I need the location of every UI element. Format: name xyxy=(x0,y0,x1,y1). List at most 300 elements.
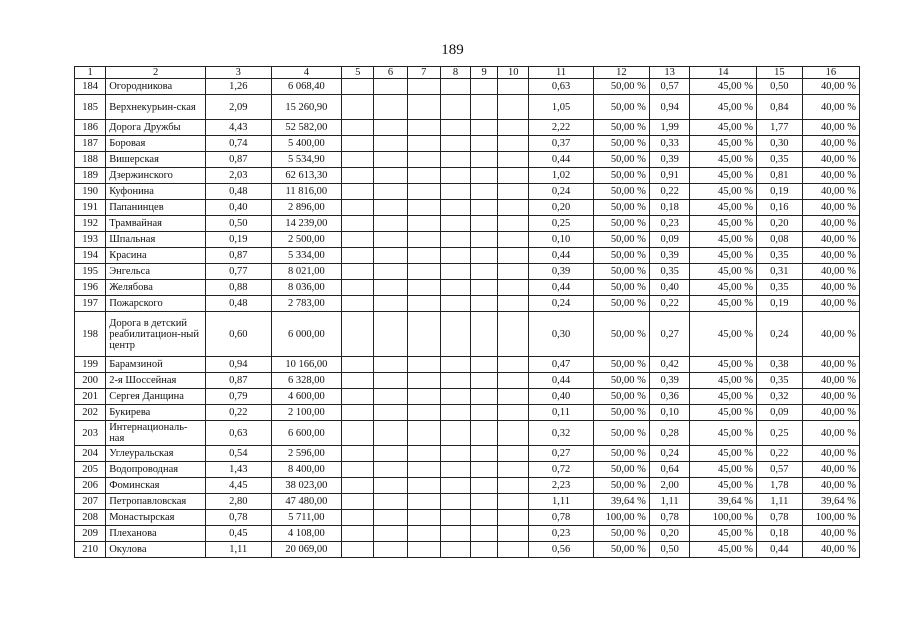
table-cell xyxy=(342,405,374,421)
table-cell xyxy=(471,462,498,478)
table-cell: 0,27 xyxy=(529,446,593,462)
table-cell: 0,87 xyxy=(206,373,272,389)
table-cell: 0,37 xyxy=(529,136,593,152)
table-cell xyxy=(342,542,374,558)
table-cell: 0,40 xyxy=(529,389,593,405)
table-cell: 1,26 xyxy=(206,79,272,95)
table-cell: 50,00 % xyxy=(593,95,649,120)
table-cell xyxy=(440,542,470,558)
table-cell: 0,27 xyxy=(649,312,690,357)
table-cell xyxy=(374,184,407,200)
table-cell: 10 166,00 xyxy=(271,357,342,373)
table-cell xyxy=(440,168,470,184)
street-name-cell: Дорога в детский реабилитацион-ный центр xyxy=(106,312,206,357)
header-cell: 13 xyxy=(649,67,690,79)
table-cell: 40,00 % xyxy=(802,232,859,248)
table-cell xyxy=(342,312,374,357)
table-cell: 0,84 xyxy=(756,95,802,120)
table-cell: 45,00 % xyxy=(690,248,757,264)
table-cell: 50,00 % xyxy=(593,232,649,248)
table-cell: 202 xyxy=(75,405,106,421)
header-cell: 6 xyxy=(374,67,407,79)
table-cell: 0,11 xyxy=(529,405,593,421)
table-row xyxy=(75,312,860,357)
table-cell xyxy=(498,389,529,405)
table-cell: 50,00 % xyxy=(593,136,649,152)
table-cell xyxy=(440,494,470,510)
table-row xyxy=(75,264,860,280)
table-cell xyxy=(374,421,407,446)
table-row xyxy=(75,248,860,264)
table-cell: 0,19 xyxy=(756,184,802,200)
table-cell: 0,19 xyxy=(756,296,802,312)
table-cell xyxy=(407,120,440,136)
table-cell: 0,47 xyxy=(529,357,593,373)
table-cell: 20 069,00 xyxy=(271,542,342,558)
table-cell: 45,00 % xyxy=(690,79,757,95)
table-cell: 0,38 xyxy=(756,357,802,373)
table-cell: 0,32 xyxy=(529,421,593,446)
table-cell xyxy=(440,120,470,136)
table-row xyxy=(75,79,860,95)
table-cell: 40,00 % xyxy=(802,478,859,494)
table-cell xyxy=(498,232,529,248)
table-cell xyxy=(342,95,374,120)
table-cell xyxy=(440,264,470,280)
table-cell: 45,00 % xyxy=(690,232,757,248)
table-cell xyxy=(498,373,529,389)
table-cell xyxy=(342,421,374,446)
street-name-cell: Окулова xyxy=(106,542,206,558)
street-name-cell: Красина xyxy=(106,248,206,264)
table-cell: 206 xyxy=(75,478,106,494)
table-cell xyxy=(471,389,498,405)
table-cell xyxy=(440,136,470,152)
table-cell xyxy=(374,120,407,136)
table-cell xyxy=(471,296,498,312)
table-cell: 2,00 xyxy=(649,478,690,494)
table-cell xyxy=(407,405,440,421)
table-cell: 0,40 xyxy=(649,280,690,296)
table-row xyxy=(75,232,860,248)
table-cell xyxy=(440,95,470,120)
table-cell xyxy=(374,152,407,168)
header-cell: 15 xyxy=(756,67,802,79)
table-cell: 197 xyxy=(75,296,106,312)
table-cell xyxy=(498,248,529,264)
street-name-cell: Шпальная xyxy=(106,232,206,248)
table-cell: 201 xyxy=(75,389,106,405)
table-cell: 40,00 % xyxy=(802,79,859,95)
table-cell: 40,00 % xyxy=(802,264,859,280)
table-cell: 4,43 xyxy=(206,120,272,136)
table-cell xyxy=(440,200,470,216)
table-cell: 45,00 % xyxy=(690,136,757,152)
table-row xyxy=(75,200,860,216)
table-cell xyxy=(407,248,440,264)
table-cell: 52 582,00 xyxy=(271,120,342,136)
table-cell xyxy=(440,296,470,312)
table-cell: 0,63 xyxy=(206,421,272,446)
table-cell xyxy=(374,280,407,296)
table-cell: 200 xyxy=(75,373,106,389)
table-row xyxy=(75,494,860,510)
table-cell: 0,31 xyxy=(756,264,802,280)
table-cell: 40,00 % xyxy=(802,95,859,120)
table-cell: 0,87 xyxy=(206,248,272,264)
table-cell: 50,00 % xyxy=(593,152,649,168)
table-cell: 45,00 % xyxy=(690,373,757,389)
table-cell: 1,43 xyxy=(206,462,272,478)
table-cell: 0,35 xyxy=(756,280,802,296)
table-cell: 0,24 xyxy=(529,184,593,200)
table-cell xyxy=(498,462,529,478)
street-name-cell: Огородникова xyxy=(106,79,206,95)
table-cell: 8 036,00 xyxy=(271,280,342,296)
table-cell: 1,11 xyxy=(206,542,272,558)
table-cell: 40,00 % xyxy=(802,542,859,558)
table-cell: 0,50 xyxy=(756,79,802,95)
table-cell: 100,00 % xyxy=(593,510,649,526)
table-cell xyxy=(471,357,498,373)
table-cell: 0,42 xyxy=(649,357,690,373)
table-cell: 6 068,40 xyxy=(271,79,342,95)
table-cell: 40,00 % xyxy=(802,152,859,168)
table-cell: 11 816,00 xyxy=(271,184,342,200)
table-cell: 204 xyxy=(75,446,106,462)
table-cell xyxy=(374,312,407,357)
street-name-cell: Боровая xyxy=(106,136,206,152)
table-cell: 0,91 xyxy=(649,168,690,184)
table-row xyxy=(75,405,860,421)
table-cell: 0,35 xyxy=(756,248,802,264)
header-cell: 14 xyxy=(690,67,757,79)
table-cell: 50,00 % xyxy=(593,526,649,542)
table-cell: 0,94 xyxy=(206,357,272,373)
table-cell xyxy=(498,446,529,462)
table-cell: 195 xyxy=(75,264,106,280)
table-cell xyxy=(342,120,374,136)
table-cell xyxy=(407,95,440,120)
table-cell xyxy=(440,184,470,200)
table-cell: 0,20 xyxy=(529,200,593,216)
table-cell: 50,00 % xyxy=(593,248,649,264)
table-cell: 0,20 xyxy=(756,216,802,232)
street-name-cell: Букирева xyxy=(106,405,206,421)
table-cell: 0,18 xyxy=(756,526,802,542)
table-cell: 0,57 xyxy=(756,462,802,478)
table-cell xyxy=(440,510,470,526)
table-cell: 50,00 % xyxy=(593,462,649,478)
table-cell: 1,11 xyxy=(529,494,593,510)
table-cell: 14 239,00 xyxy=(271,216,342,232)
table-cell: 50,00 % xyxy=(593,120,649,136)
table-cell: 192 xyxy=(75,216,106,232)
street-name-cell: Сергея Данщина xyxy=(106,389,206,405)
table-cell: 207 xyxy=(75,494,106,510)
table-cell xyxy=(374,79,407,95)
table-cell: 0,40 xyxy=(206,200,272,216)
table-cell: 0,30 xyxy=(529,312,593,357)
table-cell: 45,00 % xyxy=(690,405,757,421)
table-cell: 50,00 % xyxy=(593,389,649,405)
table-cell xyxy=(471,510,498,526)
table-cell: 45,00 % xyxy=(690,152,757,168)
street-name-cell: Вишерская xyxy=(106,152,206,168)
table-cell xyxy=(407,168,440,184)
table-cell: 45,00 % xyxy=(690,389,757,405)
table-cell xyxy=(407,79,440,95)
table-cell: 0,16 xyxy=(756,200,802,216)
table-cell: 189 xyxy=(75,168,106,184)
table-row xyxy=(75,216,860,232)
table-cell xyxy=(471,478,498,494)
table-cell xyxy=(471,373,498,389)
table-cell: 6 600,00 xyxy=(271,421,342,446)
table-cell: 40,00 % xyxy=(802,184,859,200)
table-cell xyxy=(407,357,440,373)
table-cell xyxy=(342,389,374,405)
table-cell xyxy=(407,446,440,462)
table-cell: 0,28 xyxy=(649,421,690,446)
table-cell: 0,56 xyxy=(529,542,593,558)
table-cell: 0,78 xyxy=(649,510,690,526)
table-cell: 40,00 % xyxy=(802,312,859,357)
table-cell: 40,00 % xyxy=(802,462,859,478)
table-cell xyxy=(471,248,498,264)
table-cell xyxy=(374,264,407,280)
table-cell xyxy=(374,446,407,462)
table-cell: 190 xyxy=(75,184,106,200)
table-cell: 188 xyxy=(75,152,106,168)
table-cell: 0,78 xyxy=(206,510,272,526)
table-cell: 2,80 xyxy=(206,494,272,510)
table-cell xyxy=(374,168,407,184)
table-cell xyxy=(342,136,374,152)
table-cell xyxy=(440,232,470,248)
table-cell xyxy=(407,389,440,405)
table-cell xyxy=(471,494,498,510)
table-cell xyxy=(471,280,498,296)
street-name-cell: Папанинцев xyxy=(106,200,206,216)
table-cell xyxy=(407,152,440,168)
table-row xyxy=(75,168,860,184)
table-cell: 2 100,00 xyxy=(271,405,342,421)
table-row xyxy=(75,184,860,200)
table-cell: 2 783,00 xyxy=(271,296,342,312)
table-cell: 0,72 xyxy=(529,462,593,478)
table-row xyxy=(75,421,860,446)
table-cell: 0,74 xyxy=(206,136,272,152)
table-cell xyxy=(342,232,374,248)
table-cell: 0,44 xyxy=(756,542,802,558)
table-cell xyxy=(407,216,440,232)
table-row xyxy=(75,446,860,462)
table-cell: 50,00 % xyxy=(593,373,649,389)
table-cell xyxy=(342,494,374,510)
table-cell: 40,00 % xyxy=(802,446,859,462)
table-cell xyxy=(342,446,374,462)
table-cell: 50,00 % xyxy=(593,168,649,184)
street-name-cell: Плеханова xyxy=(106,526,206,542)
table-cell xyxy=(342,510,374,526)
table-cell: 40,00 % xyxy=(802,168,859,184)
table-cell xyxy=(374,216,407,232)
table-cell xyxy=(498,421,529,446)
table-cell: 8 400,00 xyxy=(271,462,342,478)
table-cell xyxy=(440,389,470,405)
table-cell: 40,00 % xyxy=(802,526,859,542)
table-cell: 0,09 xyxy=(649,232,690,248)
table-cell: 0,08 xyxy=(756,232,802,248)
table-cell xyxy=(498,168,529,184)
table-cell xyxy=(440,280,470,296)
table-cell xyxy=(498,296,529,312)
table-cell xyxy=(407,542,440,558)
table-cell: 2,09 xyxy=(206,95,272,120)
table-cell xyxy=(471,168,498,184)
table-cell: 45,00 % xyxy=(690,200,757,216)
table-cell: 39,64 % xyxy=(593,494,649,510)
table-cell xyxy=(407,312,440,357)
table-cell: 50,00 % xyxy=(593,542,649,558)
table-cell: 50,00 % xyxy=(593,296,649,312)
table-cell xyxy=(374,542,407,558)
table-cell: 50,00 % xyxy=(593,264,649,280)
table-cell: 45,00 % xyxy=(690,120,757,136)
table-row xyxy=(75,373,860,389)
table-cell: 0,44 xyxy=(529,152,593,168)
table-cell: 186 xyxy=(75,120,106,136)
table-cell xyxy=(374,296,407,312)
table-cell xyxy=(440,526,470,542)
table-cell: 184 xyxy=(75,79,106,95)
table-cell: 0,35 xyxy=(756,152,802,168)
table-cell xyxy=(471,184,498,200)
table-cell: 2,22 xyxy=(529,120,593,136)
table-cell xyxy=(407,296,440,312)
table-cell: 50,00 % xyxy=(593,184,649,200)
header-row xyxy=(75,67,860,79)
table-row xyxy=(75,296,860,312)
table-cell: 1,77 xyxy=(756,120,802,136)
table-cell xyxy=(374,478,407,494)
table-cell: 45,00 % xyxy=(690,312,757,357)
table-cell xyxy=(374,248,407,264)
table-cell xyxy=(407,462,440,478)
table-cell: 2 500,00 xyxy=(271,232,342,248)
table-cell: 45,00 % xyxy=(690,280,757,296)
table-cell: 0,48 xyxy=(206,296,272,312)
table-cell: 0,39 xyxy=(529,264,593,280)
table-cell: 0,18 xyxy=(649,200,690,216)
table-cell xyxy=(471,446,498,462)
table-cell: 40,00 % xyxy=(802,389,859,405)
table-cell: 40,00 % xyxy=(802,421,859,446)
street-name-cell: Водопроводная xyxy=(106,462,206,478)
table-cell: 0,23 xyxy=(529,526,593,542)
table-cell: 4 108,00 xyxy=(271,526,342,542)
table-cell xyxy=(498,216,529,232)
table-cell: 40,00 % xyxy=(802,357,859,373)
table-cell xyxy=(471,312,498,357)
table-cell: 39,64 % xyxy=(690,494,757,510)
table-cell: 0,22 xyxy=(649,296,690,312)
table-cell xyxy=(374,389,407,405)
table-cell xyxy=(342,248,374,264)
table-cell xyxy=(374,494,407,510)
table-cell: 209 xyxy=(75,526,106,542)
table-cell: 5 534,90 xyxy=(271,152,342,168)
table-cell: 0,57 xyxy=(649,79,690,95)
header-cell: 5 xyxy=(342,67,374,79)
table-cell: 40,00 % xyxy=(802,120,859,136)
table-cell: 208 xyxy=(75,510,106,526)
table-cell: 2 596,00 xyxy=(271,446,342,462)
table-cell: 0,24 xyxy=(529,296,593,312)
table-cell xyxy=(407,478,440,494)
table-cell: 40,00 % xyxy=(802,200,859,216)
table-cell xyxy=(471,136,498,152)
table-cell: 0,09 xyxy=(756,405,802,421)
table-cell: 193 xyxy=(75,232,106,248)
table-row xyxy=(75,120,860,136)
table-cell xyxy=(471,152,498,168)
table-cell: 50,00 % xyxy=(593,478,649,494)
table-cell: 0,10 xyxy=(649,405,690,421)
header-cell: 7 xyxy=(407,67,440,79)
table-cell: 4 600,00 xyxy=(271,389,342,405)
table-cell xyxy=(407,200,440,216)
street-name-cell: Пожарского xyxy=(106,296,206,312)
table-cell: 0,24 xyxy=(649,446,690,462)
street-name-cell: Энгельса xyxy=(106,264,206,280)
table-cell: 0,78 xyxy=(756,510,802,526)
table-cell: 45,00 % xyxy=(690,446,757,462)
table-cell: 0,32 xyxy=(756,389,802,405)
table-row xyxy=(75,526,860,542)
table-cell xyxy=(374,526,407,542)
table-cell xyxy=(374,357,407,373)
table-cell: 40,00 % xyxy=(802,136,859,152)
table-cell xyxy=(374,136,407,152)
table-cell: 0,35 xyxy=(756,373,802,389)
header-cell: 11 xyxy=(529,67,593,79)
table-cell xyxy=(374,373,407,389)
street-name-cell: 2-я Шоссейная xyxy=(106,373,206,389)
header-cell: 16 xyxy=(802,67,859,79)
table-cell xyxy=(342,200,374,216)
table-cell: 0,44 xyxy=(529,248,593,264)
header-cell: 9 xyxy=(471,67,498,79)
table-cell xyxy=(498,494,529,510)
table-cell xyxy=(498,280,529,296)
table-cell xyxy=(440,79,470,95)
table-cell xyxy=(407,373,440,389)
table-cell: 45,00 % xyxy=(690,462,757,478)
table-cell: 0,24 xyxy=(756,312,802,357)
table-cell: 0,30 xyxy=(756,136,802,152)
table-cell: 0,54 xyxy=(206,446,272,462)
table-cell xyxy=(498,510,529,526)
table-cell: 1,11 xyxy=(649,494,690,510)
table-cell: 50,00 % xyxy=(593,421,649,446)
table-cell: 0,25 xyxy=(529,216,593,232)
table-cell: 1,02 xyxy=(529,168,593,184)
table-cell: 199 xyxy=(75,357,106,373)
table-cell: 5 334,00 xyxy=(271,248,342,264)
table-cell: 50,00 % xyxy=(593,280,649,296)
